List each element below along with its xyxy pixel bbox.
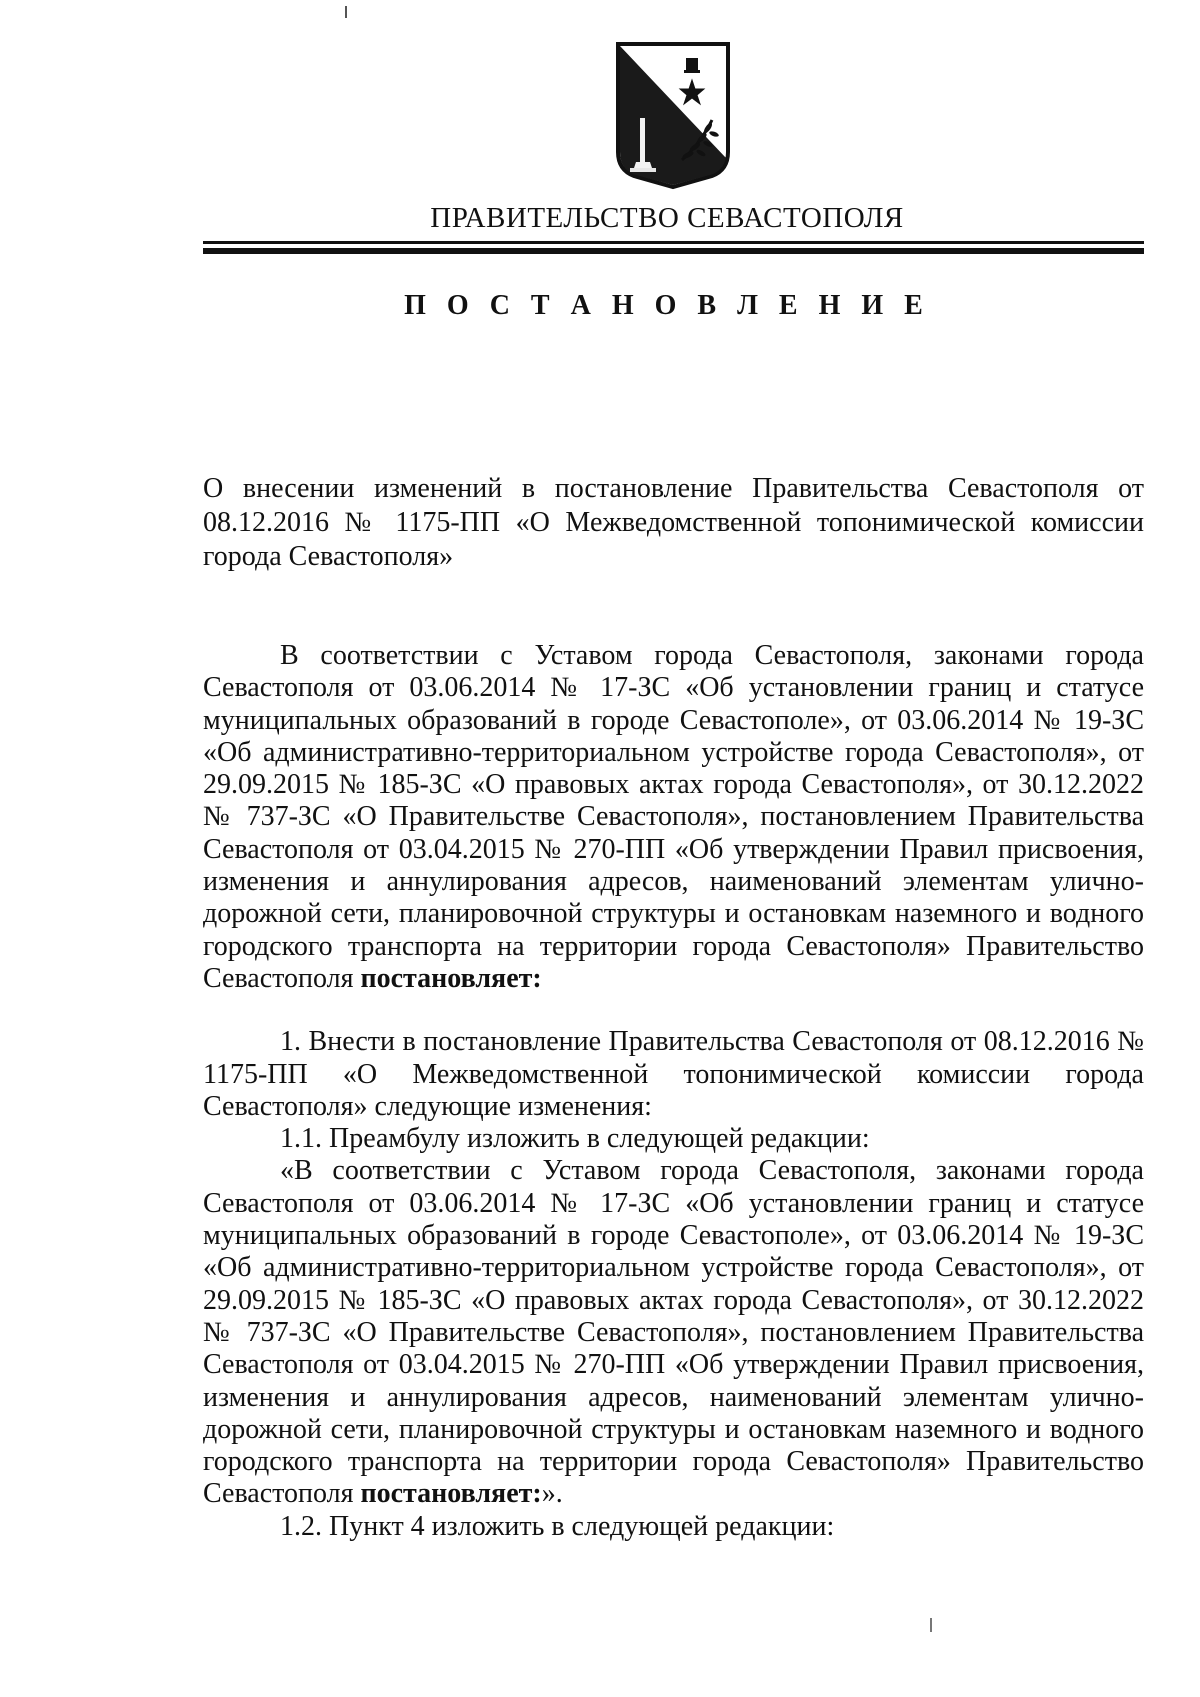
item-1-1-text [203, 1155, 1144, 1510]
scan-mark [345, 6, 347, 18]
item-1-1-tail: ». [541, 1478, 563, 1510]
preamble-paragraph [203, 640, 1144, 995]
preamble-keyword: постановляет: [360, 962, 542, 994]
header-divider-thick [203, 248, 1144, 254]
preamble-text: В соответствии с Уставом города Севастополя, законами города Севастополя от 03.06.2014 № 17-ЗС «Об установлении границ и статусе муниципальных образований в городе Севастополе», от 03.06.2014 № 19-ЗС «Об административно-территориальном устройстве города Севастополя», от 29.09.2015 № 185-ЗС «О правовых актах города Севастополя», от 30.12.2022 № 737-ЗС «О Правительстве Севастополя», постановлением Правительства Севастополя от 03.04.2015 № 270-ПП «Об утверждении Правил присвоения, изменения и аннулирования адресов, наименований элементам улично-дорожной сети, планировочной структуры и остановкам наземного и водного городского транспорта на территории города Севастополя» Правительство Севастополя [203, 640, 1144, 994]
document-subject [203, 472, 1144, 574]
sevastopol-coat-of-arms-icon [612, 40, 734, 190]
header-divider-thin [203, 241, 1144, 244]
document-body [203, 640, 1144, 1543]
item-1-1-keyword: постановляет: [360, 1478, 542, 1510]
item-1: 1. Внести в постановление Правительства Севастополя от 08.12.2016 № 1175-ПП «О Межведомственной топонимической комиссии города Севастополя» следующие изменения: [203, 1026, 1144, 1122]
document-type-title: П О С Т А Н О В Л Е Н И Е [404, 290, 930, 321]
item-1-1: 1.1. Преамбулу изложить в следующей редакции: [280, 1123, 870, 1155]
subject-text: О внесении изменений в постановление Правительства Севастополя от 08.12.2016 № 1175-ПП «О Межведомственной топонимической комиссии города Севастополя» [203, 473, 1144, 572]
item-1-1-body: «В соответствии с Уставом города Севастополя, законами города Севастополя от 03.06.2014 № 17-ЗС «Об установлении границ и статусе муниципальных образований в городе Севастополе», от 03.06.2014 № 19-ЗС «Об административно-территориальном устройстве города Севастополя», от 29.09.2015 № 185-ЗС «О правовых актах города Севастополя», от 30.12.2022 № 737-ЗС «О Правительстве Севастополя», постановлением Правительства Севастополя от 03.04.2015 № 270-ПП «Об утверждении Правил присвоения, изменения и аннулирования адресов, наименований элементам улично-дорожной сети, планировочной структуры и остановкам наземного и водного городского транспорта на территории города Севастополя» Правительство Севастополя [203, 1155, 1144, 1510]
item-1-2: 1.2. Пункт 4 изложить в следующей редакции: [280, 1510, 835, 1542]
government-name: ПРАВИТЕЛЬСТВО СЕВАСТОПОЛЯ [430, 202, 904, 234]
scan-mark-bottom [930, 1618, 932, 1632]
